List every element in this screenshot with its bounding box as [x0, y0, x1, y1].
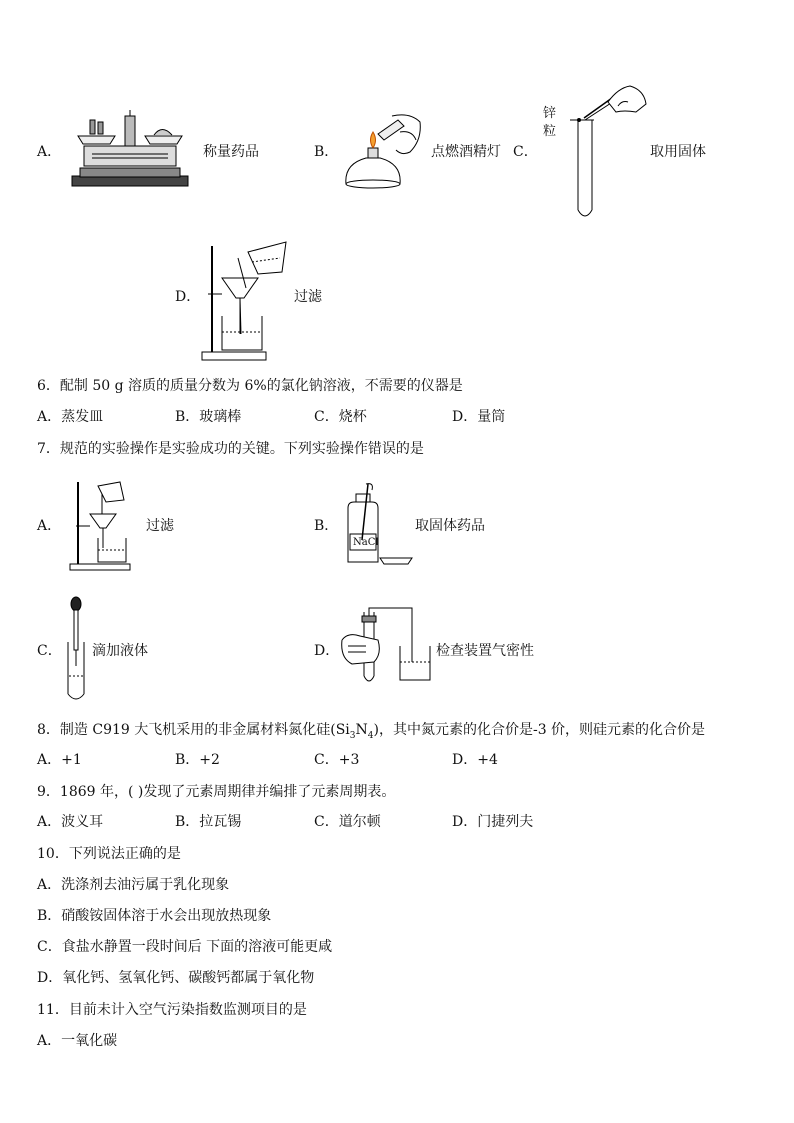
q5-option-c-label: 取用固体: [650, 144, 706, 160]
q5-option-a-label: 称量药品: [203, 144, 259, 160]
q7-option-b-letter: B．: [314, 518, 339, 534]
q5-option-d-letter: D．: [175, 289, 201, 305]
q10-option-a: A．洗涤剂去油污属于乳化现象: [37, 877, 230, 893]
q10-option-d: D．氧化钙、氢氧化钙、碳酸钙都属于氧化物: [37, 970, 315, 986]
zinc-label-1: 锌: [543, 106, 557, 121]
q7-stem: 7．规范的实验操作是实验成功的关键。下列实验操作错误的是: [37, 441, 424, 457]
q10-option-c: C．食盐水静置一段时间后 下面的溶液可能更咸: [37, 939, 333, 955]
q6-stem: 6．配制 50 g 溶质的质量分数为 6%的氯化钠溶液，不需要的仪器是: [37, 378, 463, 394]
q7-option-d-letter: D．: [314, 643, 340, 659]
q11-option-a: A．一氧化碳: [37, 1033, 118, 1049]
filtration-illustration: [198, 238, 290, 362]
q8-stem: 8．制造 C919 大飞机采用的非金属材料氮化硅$(Si_3N_4)$，其中氮元素的化合价是-3 价，则硅元素的化合价是: [37, 722, 706, 741]
q9-option-c: C．道尔顿: [314, 814, 381, 830]
q7-option-c-label: 滴加液体: [92, 643, 148, 659]
alcohol-lamp-lighting-illustration: [340, 112, 425, 190]
airtightness-check-illustration: [338, 606, 434, 686]
q8-option-c: C．+3: [314, 752, 360, 768]
q8-option-d: D．+4: [452, 752, 498, 768]
q9-option-a: A．波义耳: [37, 814, 104, 830]
test-tube-tweezers-illustration: [558, 82, 648, 222]
q5-option-a-letter: A．: [37, 144, 62, 160]
zinc-label-2: 粒: [543, 124, 557, 139]
q6-option-a: A．蒸发皿: [37, 409, 104, 425]
q6-option-c: C．烧杯: [314, 409, 367, 425]
q10-stem: 10．下列说法正确的是: [37, 846, 181, 862]
q11-stem: 11．目前未计入空气污染指数监测项目的是: [37, 1002, 307, 1018]
q9-option-d: D．门捷列夫: [452, 814, 534, 830]
bottle-label: NaCl: [353, 537, 379, 548]
q5-option-c-letter: C．: [513, 144, 538, 160]
balance-scale-illustration: [70, 108, 190, 188]
q5-option-b-label: 点燃酒精灯: [431, 144, 501, 160]
q5-option-d-label: 过滤: [294, 289, 322, 305]
q6-option-b: B．玻璃棒: [175, 409, 242, 425]
filtration-illustration-2: [68, 478, 140, 572]
dropper-test-tube-illustration: [62, 596, 90, 702]
q6-option-d: D．量筒: [452, 409, 506, 425]
q7-option-a-label: 过滤: [146, 518, 174, 534]
reagent-bottle-spoon-illustration: [340, 482, 414, 566]
q9-option-b: B．拉瓦锡: [175, 814, 242, 830]
q8-option-a: A．+1: [37, 752, 82, 768]
q7-option-c-letter: C．: [37, 643, 62, 659]
q9-stem: 9．1869 年，( )发现了元素周期律并编排了元素周期表。: [37, 784, 396, 800]
q7-option-a-letter: A．: [37, 518, 62, 534]
q10-option-b: B．硝酸铵固体溶于水会出现放热现象: [37, 908, 272, 924]
q7-option-b-label: 取固体药品: [415, 518, 485, 534]
q5-option-b-letter: B．: [314, 144, 339, 160]
q8-option-b: B．+2: [175, 752, 220, 768]
q7-option-d-label: 检查装置气密性: [436, 643, 534, 659]
